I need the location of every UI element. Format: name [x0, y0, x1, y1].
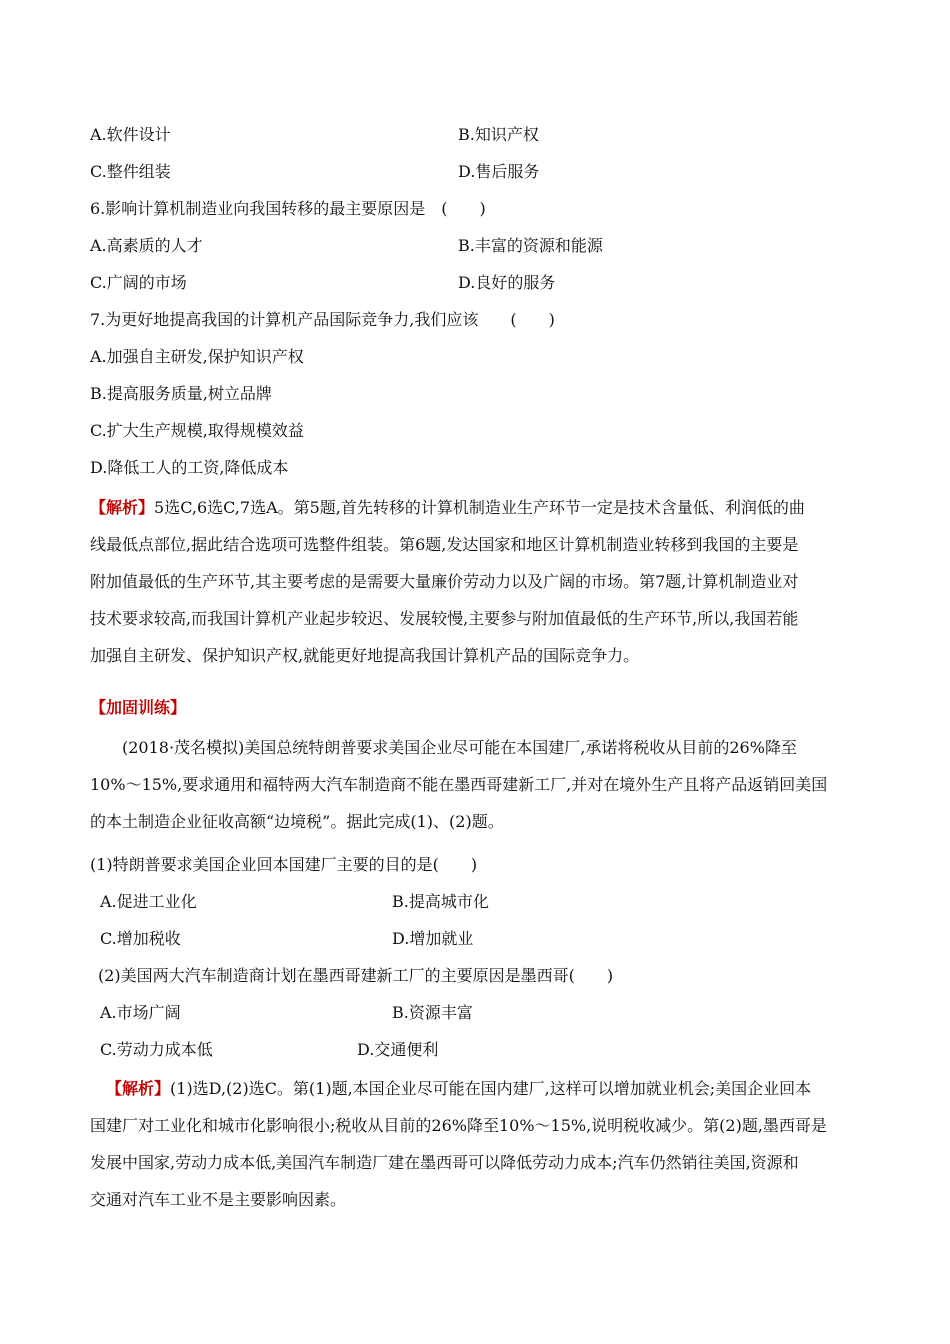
analysis-tag: 【解析】 [90, 498, 155, 517]
training-text: (2018·茂名模拟)美国总统特朗普要求美国企业尽可能在本国建厂,承诺将税收从目前的26%降至 [122, 738, 797, 757]
analysis-text: 线最低点部位,据此结合选项可选整件组装。第6题,发达国家和地区计算机制造业转移到我国的主要是 [90, 535, 799, 554]
q5-option-c: C.整件组装 [90, 162, 171, 181]
t2-option-b: B.资源丰富 [392, 1003, 473, 1022]
q6-option-c: C.广阔的市场 [90, 273, 187, 292]
analysis-text: 交通对汽车工业不是主要影响因素。 [90, 1190, 347, 1209]
analysis-text: 加强自主研发、保护知识产权,就能更好地提高我国计算机产品的国际竞争力。 [90, 646, 640, 665]
t2-stem: (2)美国两大汽车制造商计划在墨西哥建新工厂的主要原因是墨西哥( ) [98, 966, 614, 985]
t2-option-a: A.市场广阔 [100, 1003, 181, 1022]
q6-option-a: A.高素质的人才 [90, 236, 203, 255]
analysis-text: 国建厂对工业化和城市化影响很小;税收从目前的26%降至10%～15%,说明税收减少。第(2)题,墨西哥是 [90, 1116, 827, 1135]
q6-stem: 6.影响计算机制造业向我国转移的最主要原因是 ( ) [90, 199, 486, 218]
t1-option-b: B.提高城市化 [392, 892, 489, 911]
t1-option-a: A.促进工业化 [100, 892, 197, 911]
analysis-text: 发展中国家,劳动力成本低,美国汽车制造厂建在墨西哥可以降低劳动力成本;汽车仍然销往美国,资源和 [90, 1153, 799, 1172]
analysis-text: (1)选D,(2)选C。第(1)题,本国企业尽可能在国内建厂,这样可以增加就业机会;美国企业回本 [170, 1079, 812, 1098]
t1-option-d: D.增加就业 [392, 929, 474, 948]
q7-option-a: A.加强自主研发,保护知识产权 [90, 347, 304, 366]
training-tag: 【加固训练】 [90, 698, 187, 717]
q6-option-d: D.良好的服务 [458, 273, 556, 292]
q7-option-b: B.提高服务质量,树立品牌 [90, 384, 272, 403]
q5-option-b: B.知识产权 [458, 125, 539, 144]
q7-option-c: C.扩大生产规模,取得规模效益 [90, 421, 304, 440]
q5-option-a: A.软件设计 [90, 125, 171, 144]
q5-option-d: D.售后服务 [458, 162, 540, 181]
t2-option-d: D.交通便利 [357, 1040, 439, 1059]
t1-stem: (1)特朗普要求美国企业回本国建厂主要的目的是( ) [90, 855, 478, 874]
q6-option-b: B.丰富的资源和能源 [458, 236, 603, 255]
analysis-text: 技术要求较高,而我国计算机产业起步较迟、发展较慢,主要参与附加值最低的生产环节,所以,我国若能 [90, 609, 799, 628]
t1-option-c: C.增加税收 [100, 929, 181, 948]
analysis-1 [90, 489, 862, 674]
training-text: 的本土制造企业征收高额“边境税”。据此完成(1)、(2)题。 [90, 812, 504, 831]
analysis-2 [90, 1070, 862, 1218]
q7-stem: 7.为更好地提高我国的计算机产品国际竞争力,我们应该 ( ) [90, 310, 555, 329]
analysis-text: 5选C,6选C,7选A。第5题,首先转移的计算机制造业生产环节一定是技术含量低、利润低的曲 [154, 498, 805, 517]
training-passage [90, 729, 862, 840]
analysis-text: 附加值最低的生产环节,其主要考虑的是需要大量廉价劳动力以及广阔的市场。第7题,计算机制造业对 [90, 572, 799, 591]
training-text: 10%～15%,要求通用和福特两大汽车制造商不能在墨西哥建新工厂,并对在境外生产且将产品返销回美国 [90, 775, 828, 794]
q7-option-d: D.降低工人的工资,降低成本 [90, 458, 289, 477]
t2-option-c: C.劳动力成本低 [100, 1040, 213, 1059]
analysis-tag: 【解析】 [106, 1079, 171, 1098]
